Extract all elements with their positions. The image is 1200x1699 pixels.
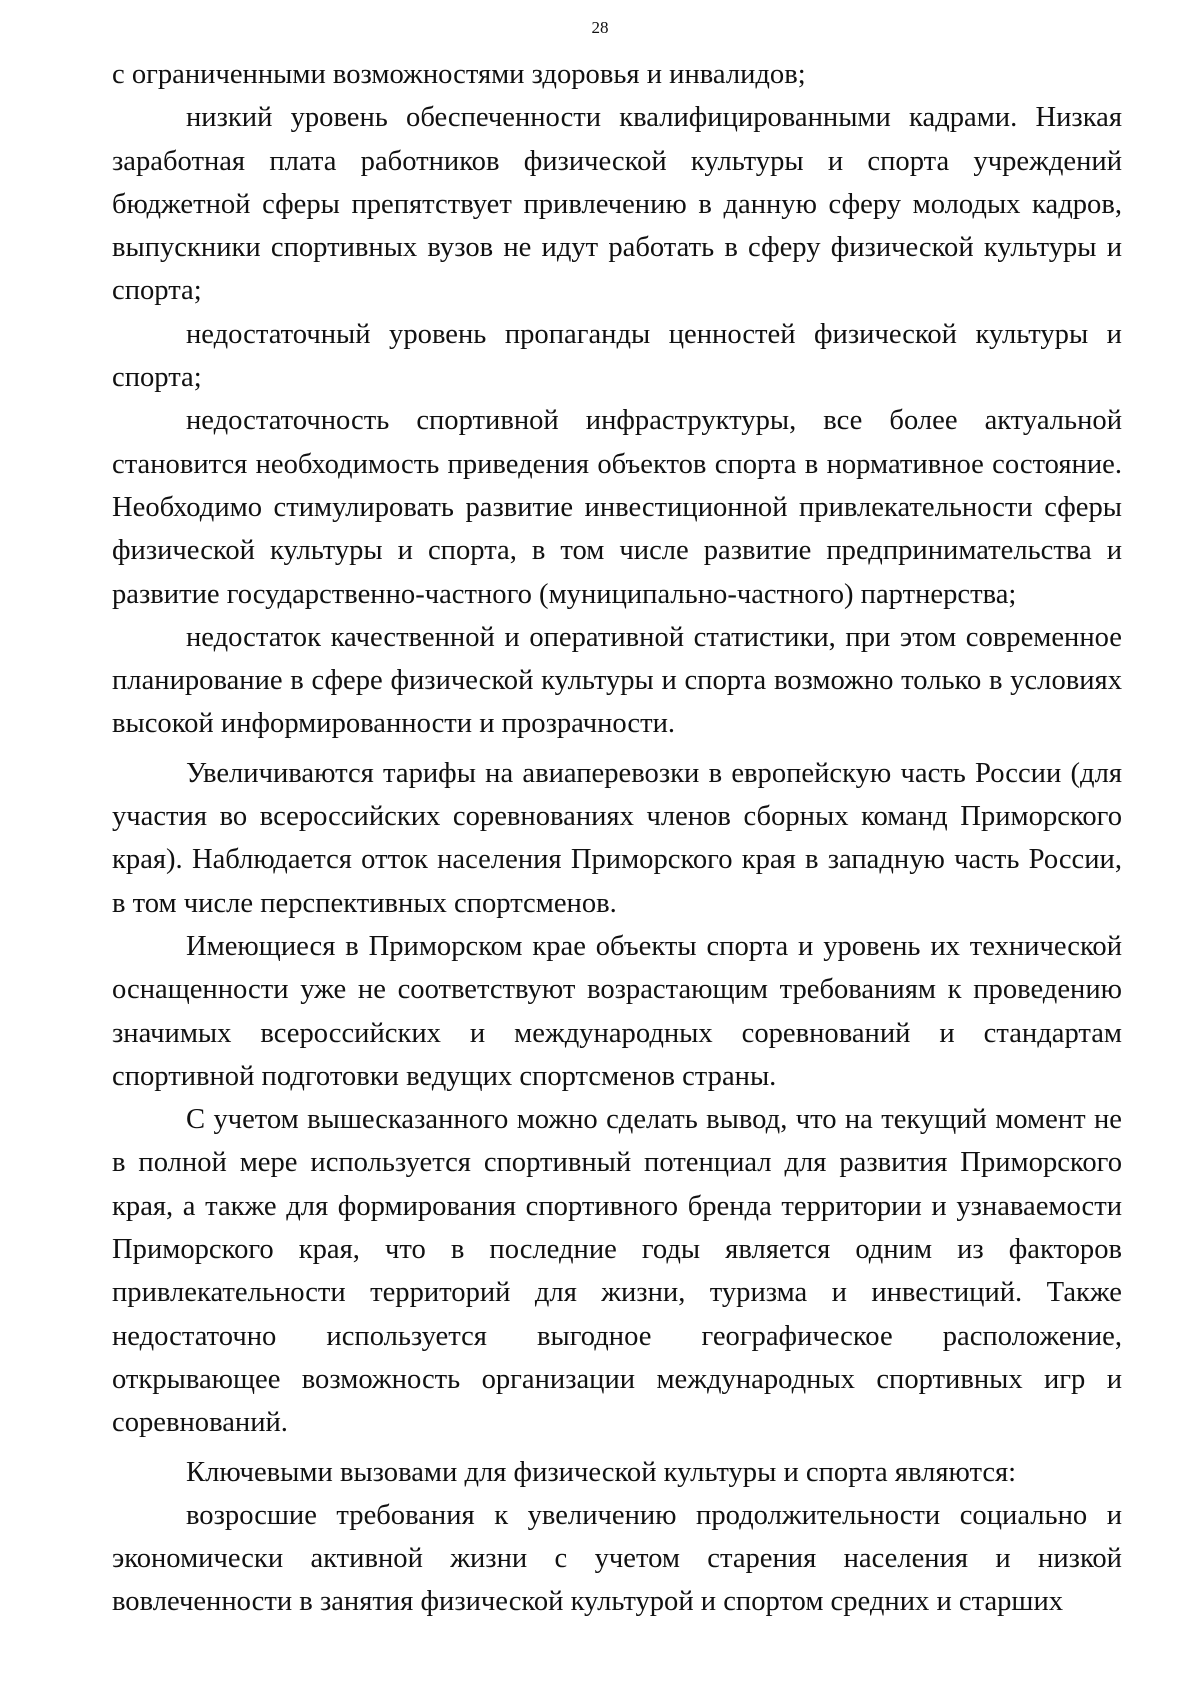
paragraph-statistics: недостаток качественной и оперативной статистики, при этом современное планирование в сфере физической культуры и спорта возможно только в условиях высокой информированности и прозрачности. xyxy=(112,621,1122,740)
paragraph-propaganda: недостаточный уровень пропаганды ценностей физической культуры и спорта; xyxy=(112,318,1122,394)
paragraph-staff-shortage: низкий уровень обеспеченности квалифицированными кадрами. Низкая заработная плата работников физической культуры и спорта учреждений бюджетной сферы препятствует привлечению в данную сферу молодых кадров, выпускники спортивных вузов не идут работать в сферу физической культуры и спорта; xyxy=(112,102,1122,307)
paragraph-infrastructure: недостаточность спортивной инфраструктуры, все более актуальной становится необходимость приведения объектов спорта в нормативное состояние. Необходимо стимулировать развитие инвестиционной привлекательности сферы физической культуры и спорта, в том числе развитие предпринимательства и развитие государственно-частного (муниципально-частного) партнерства; xyxy=(112,405,1122,610)
paragraph-continuation: с ограниченными возможностями здоровья и инвалидов; xyxy=(112,59,806,90)
paragraph-conclusion: С учетом вышесказанного можно сделать вывод, что на текущий момент не в полной мере используется спортивный потенциал для развития Приморского края, а также для формирования спортивного бренда территории и узнаваемости Приморского края, что в последние годы является одним из факторов привлекательности территорий для жизни, туризма и инвестиций. Также недостаточно используется выгодное географическое расположение, открывающее возможность организации международных спортивных игр и соревнований. xyxy=(112,1104,1122,1439)
paragraph-air-tariffs: Увеличиваются тарифы на авиаперевозки в европейскую часть России (для участия во всероссийских соревнованиях членов сборных команд Приморского края). Наблюдается отток населения Приморского края в западную часть России, в том числе перспективных спортсменов. xyxy=(112,757,1122,919)
body-text xyxy=(112,53,1122,1624)
paragraph-sport-facilities: Имеющиеся в Приморском крае объекты спорта и уровень их технической оснащенности уже не соответствуют возрастающим требованиям к проведению значимых всероссийских и международных соревнований и стандартам спортивной подготовки ведущих спортсменов страны. xyxy=(112,930,1122,1092)
paragraph-key-challenges-heading: Ключевыми вызовами для физической культуры и спорта являются: xyxy=(186,1456,1017,1488)
paragraph-key-challenge-longevity: возросшие требования к увеличению продолжительности социально и экономически активной жизни с учетом старения населения и низкой вовлеченности в занятия физической культурой и спортом средних и старших xyxy=(112,1499,1122,1618)
page-number: 28 xyxy=(591,18,609,37)
